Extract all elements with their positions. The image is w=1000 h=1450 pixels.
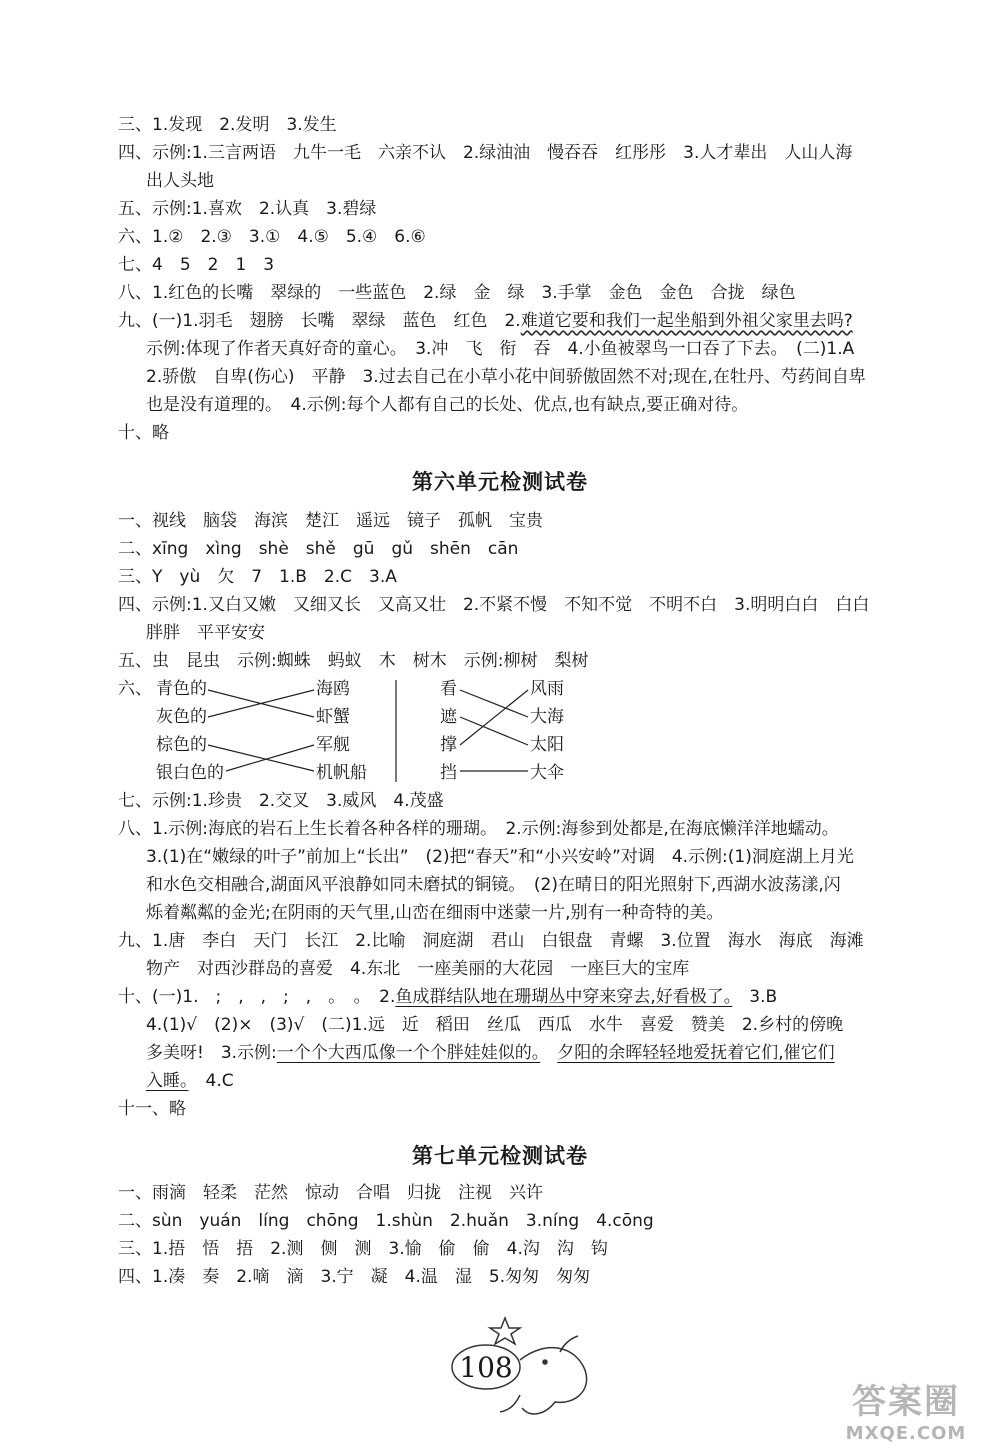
match-right-item: 大伞 (530, 763, 564, 783)
section-title: 第六单元检测试卷 (412, 470, 588, 494)
answer-line: 一、视线 脑袋 海滨 楚江 遥远 镜子 孤帆 宝贵 (118, 511, 543, 531)
wavy-underlined-answer: 难道它要和我们一起坐船到外祖父家里去吗? (520, 311, 853, 331)
answer-line: 十、略 (118, 423, 169, 443)
underlined-answer: 鱼成群结队地在珊瑚丛中穿来穿去,好看极了。 (395, 987, 733, 1007)
answer-line: 四、1.凑 奏 2.嘀 滴 3.宁 凝 4.温 湿 5.匆匆 匆匆 (118, 1267, 591, 1287)
match-mid-item: 海鸥 (316, 679, 350, 699)
answer-line: 一、雨滴 轻柔 茫然 惊动 合唱 归拢 注视 兴许 (118, 1183, 543, 1203)
answer-line: 出人头地 (146, 171, 214, 191)
answer-line: 二、sùn yuán líng chōng 1.shùn 2.huǎn 3.níng 4.cōng (118, 1211, 654, 1231)
answer-text: 3.B (732, 987, 778, 1007)
underlined-answer: 夕阳的余晖轻轻地爱抚着它们,催它们 (557, 1043, 835, 1063)
watermark-text: 答案圈 (852, 1382, 960, 1422)
answer-line: 七、4 5 2 1 3 (118, 255, 275, 275)
watermark-logo (826, 1374, 986, 1444)
answer-line: 八、1.示例:海底的岩石上生长着各种各样的珊瑚。 2.示例:海参到处都是,在海底懒洋洋地蠕动。 (118, 819, 839, 839)
answer-line: 示例:体现了作者天真好奇的童心。 3.冲 飞 衔 吞 4.小鱼被翠鸟一口吞了下去。 (二)1.A (146, 339, 855, 359)
match-mid-item: 机帆船 (316, 763, 367, 783)
match-verb-item: 挡 (440, 763, 457, 783)
answer-line: 胖胖 平平安安 (146, 623, 265, 643)
match-right-item: 风雨 (530, 679, 564, 699)
answer-text: 4.C (188, 1071, 234, 1091)
answer-line: 二、xīng xìng shè shě gū gǔ shēn cān (118, 539, 519, 559)
match-verb-item: 遮 (440, 707, 457, 727)
answer-line: 五、虫 昆虫 示例:蜘蛛 蚂蚁 木 树木 示例:柳树 梨树 (118, 651, 589, 671)
answer-line: 三、1.捂 悟 捂 2.测 侧 测 3.愉 偷 偷 4.沟 沟 钩 (118, 1239, 608, 1259)
underlined-answer: 一个个大西瓜像一个个胖娃娃似的。 (276, 1043, 541, 1063)
answer-line: 五、示例:1.喜欢 2.认真 3.碧绿 (118, 199, 377, 219)
answer-line: 和水色交相融合,湖面风平浪静如同未磨拭的铜镜。 (2)在晴日的阳光照射下,西湖水波荡漾,闪 (146, 875, 841, 895)
answer-line: 烁着粼粼的金光;在阴雨的天气里,山峦在细雨中迷蒙一片,别有一种奇特的美。 (146, 903, 724, 923)
match-left-item: 灰色的 (156, 707, 207, 727)
match-left-item: 青色的 (156, 679, 207, 699)
answer-line: 四、示例:1.又白又嫩 又细又长 又高又壮 2.不紧不慢 不知不觉 不明不白 3.明明白白 白白 (118, 595, 870, 615)
match-right-item: 太阳 (530, 735, 564, 755)
answer-line: 八、1.红色的长嘴 翠绿的 一些蓝色 2.绿 金 绿 3.手掌 金色 金色 合拢 绿色 (118, 283, 796, 303)
answer-text: 多美呀! 3.示例: (146, 1043, 277, 1063)
answer-text: 九、(一)1.羽毛 翅膀 长嘴 翠绿 蓝色 红色 2. (118, 311, 521, 331)
answer-line: 3.(1)在“嫩绿的叶子”前加上“长出” (2)把“春天”和“小兴安岭”对调 4.示例:(1)洞庭湖上月光 (146, 847, 854, 867)
match-left-item: 棕色的 (156, 735, 207, 755)
answer-line: 三、1.发现 2.发明 3.发生 (118, 115, 337, 135)
match-verb-item: 撑 (440, 735, 457, 755)
answer-line: 三、Y yù 欠 7 1.B 2.C 3.A (118, 567, 397, 587)
underlined-answer: 入睡。 (146, 1071, 189, 1091)
answer-line: 七、示例:1.珍贵 2.交叉 3.威风 4.茂盛 (118, 791, 444, 811)
match-verb-item: 看 (440, 679, 457, 699)
match-mid-item: 虾蟹 (316, 707, 350, 727)
page-number: 108 (459, 1351, 513, 1384)
answer-line: 四、示例:1.三言两语 九牛一毛 六亲不认 2.绿油油 慢吞吞 红彤彤 3.人才辈出 人山人海 (118, 143, 853, 163)
answer-text: 十、(一)1. ; , , ; , 。 。 2. (118, 987, 396, 1007)
answer-line: 4.(1)√ (2)× (3)√ (二)1.远 近 稻田 丝瓜 西瓜 水牛 喜爱 赞美 2.乡村的傍晚 (146, 1015, 844, 1035)
match-right-item: 大海 (530, 707, 564, 727)
match-mid-item: 军舰 (316, 735, 350, 755)
watermark-url: MXQE.COM (845, 1423, 967, 1444)
answer-line: 十一、略 (118, 1099, 186, 1119)
section-title: 第七单元检测试卷 (412, 1144, 588, 1168)
answer-line: 也是没有道理的。 4.示例:每个人都有自己的长处、优点,也有缺点,要正确对待。 (146, 395, 749, 415)
answer-line: 物产 对西沙群岛的喜爱 4.东北 一座美丽的大花园 一座巨大的宝库 (146, 959, 690, 979)
answer-line: 九、1.唐 李白 天门 长江 2.比喻 洞庭湖 君山 白银盘 青螺 3.位置 海水 海底 海滩 (118, 931, 864, 951)
match-prefix: 六、 (118, 679, 152, 699)
answer-line: 2.骄傲 自卑(伤心) 平静 3.过去自己在小草小花中间骄傲固然不对;现在,在牡丹、芍药间自卑 (146, 367, 866, 387)
answer-line: 六、1.② 2.③ 3.① 4.⑤ 5.④ 6.⑥ (118, 227, 426, 247)
match-left-item: 银白色的 (156, 763, 224, 783)
